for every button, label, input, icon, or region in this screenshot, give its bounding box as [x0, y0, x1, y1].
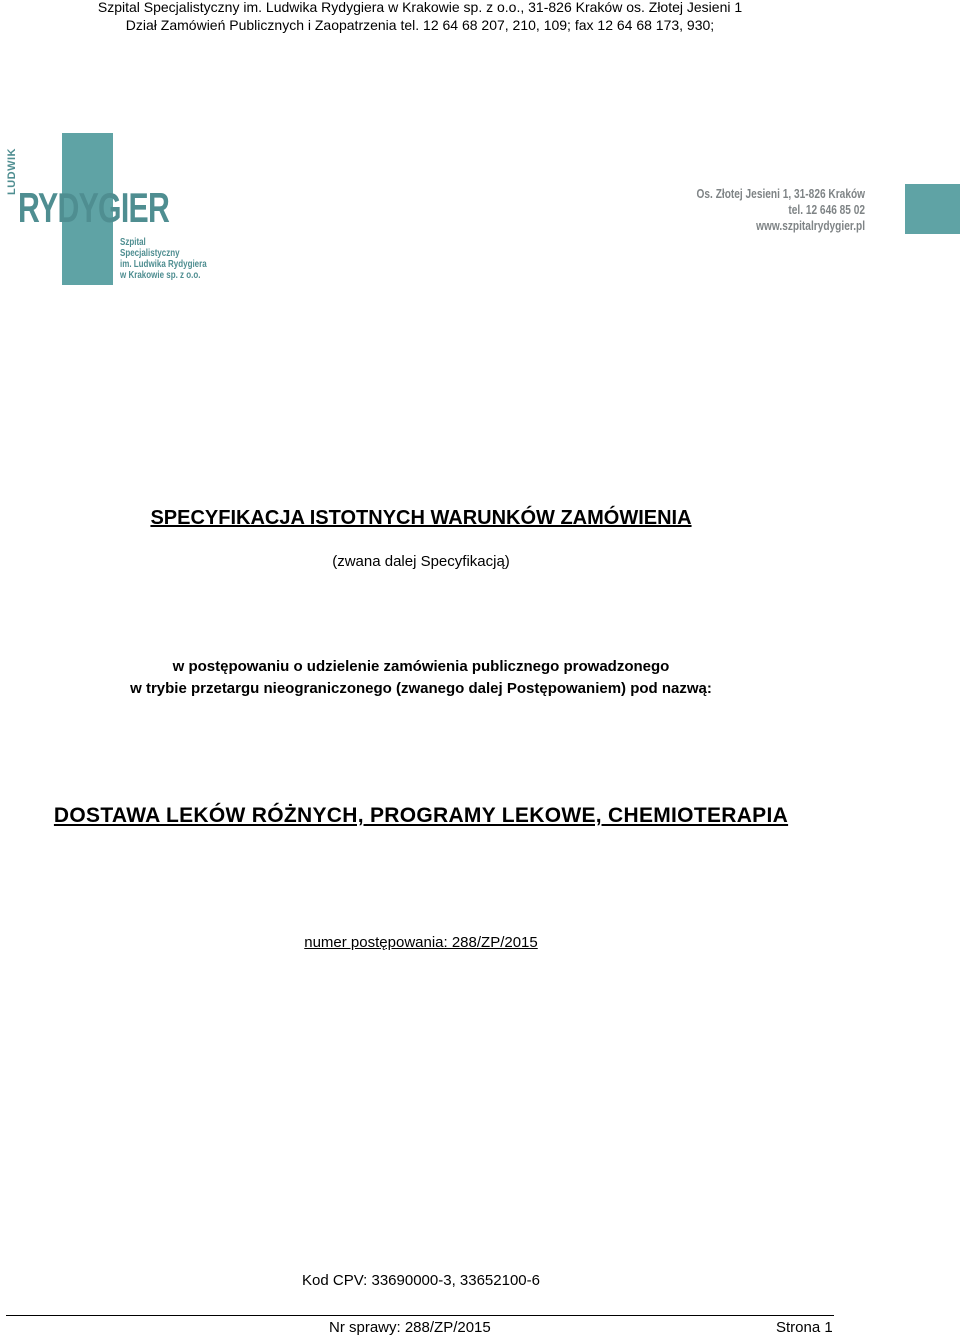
cpv-code: Kod CPV: 33690000-3, 33652100-6 — [302, 1272, 540, 1289]
decorative-teal-square — [905, 184, 960, 234]
intro-line-2: w trybie przetargu nieograniczonego (zwanego dalej Postępowaniem) pod nazwą: — [130, 680, 712, 697]
address-line-1: Os. Złotej Jesieni 1, 31-826 Kraków — [696, 186, 865, 201]
logo-sub-line-3: im. Ludwika Rydygiera — [120, 259, 207, 270]
procurement-subject: DOSTAWA LEKÓW RÓŻNYCH, PROGRAMY LEKOWE, CHEMIOTERAPIA — [53, 804, 789, 827]
footer-divider — [6, 1315, 834, 1316]
logo-ludwik-text: LUDWIK — [6, 148, 18, 195]
intro-line-1: w postępowaniu o udzielenie zamówienia publicznego prowadzonego — [172, 658, 670, 675]
address-line-2: tel. 12 646 85 02 — [788, 202, 865, 217]
hospital-logo — [6, 133, 206, 289]
header-line-1: Szpital Specjalistyczny im. Ludwika Rydygiera w Krakowie sp. z o.o., 31-826 Kraków os. Złotej Jesieni 1 — [97, 0, 743, 15]
footer-page-number: Strona 1 — [776, 1319, 833, 1336]
logo-sub-line-1: Szpital — [120, 237, 146, 248]
hospital-address — [696, 186, 865, 234]
case-number: numer postępowania: 288/ZP/2015 — [304, 934, 538, 951]
footer-case-ref: Nr sprawy: 288/ZP/2015 — [329, 1319, 491, 1336]
document-title: SPECYFIKACJA ISTOTNYCH WARUNKÓW ZAMÓWIENIA — [150, 507, 692, 529]
header-line-2: Dział Zamówień Publicznych i Zaopatrzenia tel. 12 64 68 207, 210, 109; fax 12 64 68 173, 930; — [125, 17, 715, 33]
intro-text — [0, 656, 842, 700]
logo-sub-line-4: w Krakowie sp. z o.o. — [120, 270, 201, 281]
address-line-3: www.szpitalrydygier.pl — [756, 218, 865, 233]
logo-subtitle — [120, 237, 207, 281]
logo-name-text: RYDYGIER — [18, 184, 170, 231]
document-subtitle: (zwana dalej Specyfikacją) — [332, 553, 510, 570]
logo-sub-line-2: Specjalistyczny — [120, 248, 180, 259]
